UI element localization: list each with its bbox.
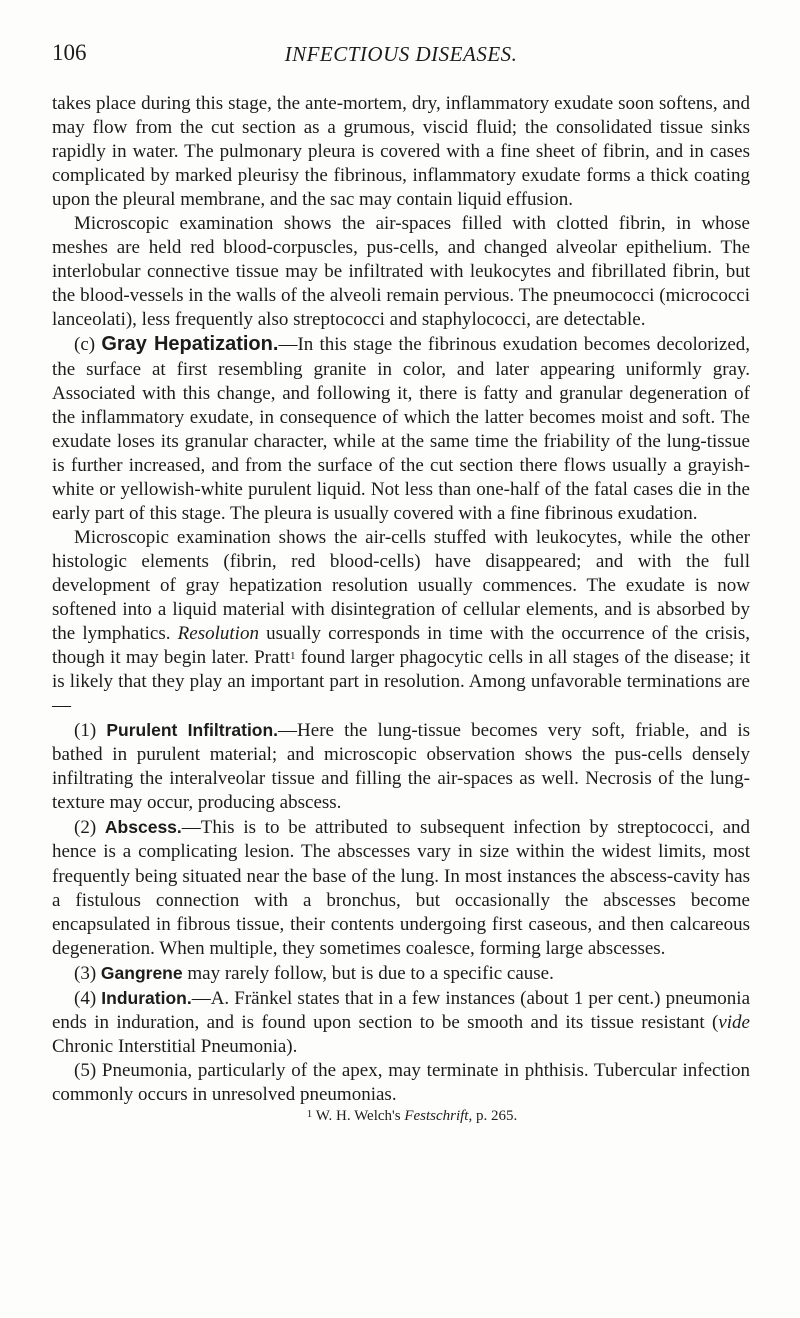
paragraph-text: usually corresponds in time with the occurrence of the crisis, though it may begin later. Pratt	[52, 623, 751, 669]
page-header	[52, 40, 750, 74]
paragraph-text: —A. Fränkel states that in a few instances (about 1 per cent.) pneumonia ends in induration, and is found upon section to be smooth and its tissue resistant (	[52, 987, 751, 1033]
paragraph-induration	[52, 986, 750, 1059]
body-text	[52, 92, 750, 1125]
paragraph-text: Microscopic examination shows the air-cells stuffed with leukocytes, while the other histologic elements (fibrin, red blood-cells) have disappeared; and with the full development of gray hepatization resolution usually commences. The exudate is now softened into a liquid material with disintegration of cellular elements, and is absorbed by the lymphatics.	[52, 526, 750, 645]
paragraph-text: may rarely follow, but is due to a specific cause.	[187, 962, 554, 984]
section-heading: Abscess.	[104, 817, 182, 838]
paragraph-text: —This is to be attributed to subsequent infection by streptococci, and hence is a complicating lesion. The abscesses vary in size within the widest limits, most frequently being situated near the base of the lung. In most instances the abscess-cavity has a fistulous connection with a bronchus, but occasionally the abscesses become encapsulated in fibrous tissue, their contents undergoing first caseous, and then calcareous degeneration. When multiple, they sometimes coalesce, forming large abscesses.	[52, 817, 751, 959]
running-head: INFECTIOUS DISEASES.	[284, 42, 518, 66]
section-heading: Gray Hepatization.	[101, 333, 279, 356]
item-label: (c)	[74, 334, 96, 356]
paragraph: (5) Pneumonia, particularly of the apex, may terminate in phthisis. Tubercular infection commonly occurs in unresolved pneumonias.	[52, 1059, 750, 1105]
paragraph-gangrene	[52, 961, 750, 986]
item-label: (3)	[74, 962, 97, 984]
italic-term: vide	[718, 1011, 750, 1033]
section-heading: Induration.	[101, 987, 192, 1008]
section-heading: Purulent Infiltration.	[106, 720, 279, 741]
item-label: (4)	[74, 987, 97, 1009]
footnote	[52, 1107, 750, 1125]
page-number: 106	[52, 40, 87, 65]
paragraph-purulent-infiltration	[52, 718, 750, 815]
paragraph-text: Chronic Interstitial Pneumonia).	[52, 1035, 298, 1057]
paragraph-resolution	[52, 526, 750, 718]
item-label: (2)	[74, 817, 97, 839]
paragraph: takes place during this stage, the ante-mortem, dry, inflammatory exudate soon softens, and may flow from the cut section as a grumous, viscid fluid; the consolidated tissue sinks rapidly in water. The pulmonary pleura is covered with a fine sheet of fibrin, and in cases complicated by marked pleurisy the fibrinous, inflammatory exudate forms a thick coating upon the pleural membrane, and the sac may contain liquid effusion.	[52, 93, 750, 211]
italic-term: Resolution	[177, 623, 259, 645]
paragraph: Microscopic examination shows the air-spaces filled with clotted fibrin, in whose meshes are held red blood-corpuscles, pus-cells, and changed alveolar epithelium. The interlobular connective tissue may be infiltrated with leukocytes and fibrillated fibrin, but the blood-vessels in the walls of the alveoli remain pervious. The pneumococci (micrococci lanceolati), less frequently also streptococci and staphylococci, are detectable.	[52, 213, 750, 331]
paragraph-text: —In this stage the fibrinous exudation becomes decolorized, the surface at first resembling granite in color, and later appearing uniformly gray. Associated with this change, and following it, there is fatty and granular degeneration of the inflammatory exudate, in consequence of which the latter becomes moist and soft. The exudate loses its granular character, while at the same time the friability of the lung-tissue is further increased, and from the surface of the cut section there flows usually a grayish-white or yellowish-white purulent liquid. Not less than one-half of the fatal cases die in the early part of this stage. The pleura is usually covered with a fine fibrinous exudation.	[52, 334, 751, 524]
paragraph-gray-hepatization	[52, 332, 750, 525]
footnote-italic: Festschrift,	[404, 1107, 473, 1124]
paragraph-text: —Here the lung-tissue becomes very soft, friable, and is bathed in purulent material; and microscopic observation shows the pus-cells densely infiltrating the interalveolar tissue and filling the air-spaces as well. Necrosis of the lung-texture may occur, producing abscess.	[52, 720, 750, 814]
paragraph-text: found larger phagocytic cells in all stages of the disease; it is likely that they play an important part in resolution. Among unfavorable terminations are—	[52, 647, 750, 717]
paragraph-abscess	[52, 815, 750, 960]
footnote-marker: 1	[306, 1107, 313, 1120]
footnote-text: W. H. Welch's	[315, 1107, 401, 1124]
footnote-ref: 1	[290, 650, 296, 663]
footnote-text: p. 265.	[475, 1107, 518, 1124]
section-heading: Gangrene	[100, 962, 183, 983]
item-label: (1)	[74, 720, 97, 742]
